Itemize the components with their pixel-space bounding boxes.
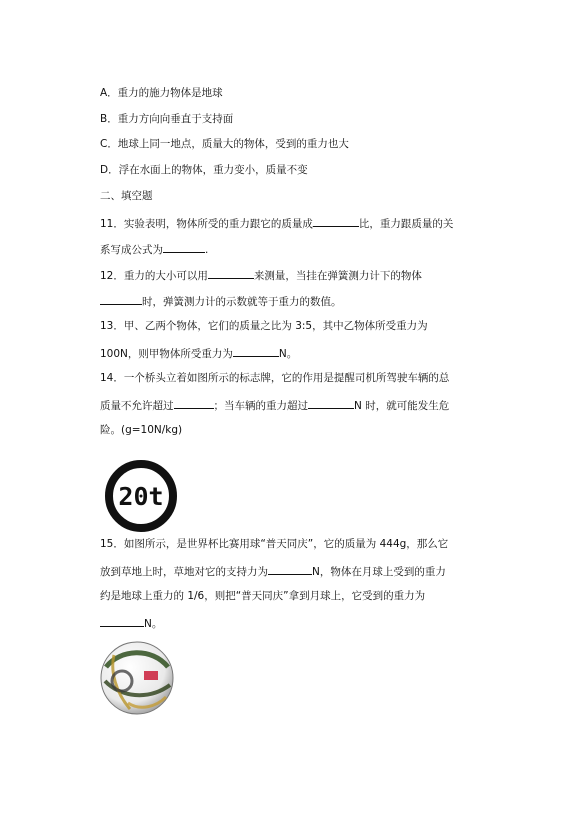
q15-text-b: N，物体在月球上受到的重力 [312, 566, 446, 578]
q13-text-b: N。 [278, 348, 298, 360]
sign-text: 20t [118, 482, 164, 511]
question-14-line-3: 险。(g=10N/kg) [100, 424, 183, 436]
q14-text-a: 质量不允许超过 [100, 400, 174, 412]
option-a: A．重力的施力物体是地球 [100, 87, 223, 99]
q12-text-a: 12．重力的大小可以用 [100, 270, 208, 282]
q11-blank-1[interactable] [313, 215, 359, 227]
q12-blank-1[interactable] [208, 267, 254, 279]
q13-blank-1[interactable] [233, 345, 279, 357]
question-11-line-1 [100, 215, 453, 231]
question-15-line-1: 15．如图所示，是世界杯比赛用球“普天同庆”，它的质量为 444g，那么它 [100, 538, 449, 550]
q11-text-c: 系写成公式为 [100, 244, 163, 256]
question-15-line-2 [100, 563, 446, 579]
q15-text-c: N。 [144, 618, 163, 630]
option-c: C．地球上同一地点，质量大的物体，受到的重力也大 [100, 138, 349, 150]
ball-badge [144, 671, 158, 680]
question-11-line-2 [100, 241, 208, 257]
soccer-ball-image [100, 641, 174, 715]
section-title: 二、填空题 [100, 190, 153, 202]
q11-blank-2[interactable] [163, 241, 205, 253]
question-12-line-1 [100, 267, 422, 283]
q12-blank-2[interactable] [100, 293, 142, 305]
q15-blank-2[interactable] [100, 615, 144, 627]
question-13-line-2 [100, 345, 297, 361]
q14-text-b: ；当车辆的重力超过 [213, 400, 308, 412]
q13-text-a: 100N，则甲物体所受重力为 [100, 348, 233, 360]
question-12-line-2 [100, 293, 342, 309]
q11-text-d: . [205, 244, 209, 256]
q12-text-b: 来测量，当挂在弹簧测力计下的物体 [253, 270, 422, 282]
option-d: D．浮在水面上的物体，重力变小，质量不变 [100, 164, 308, 176]
question-15-line-3: 约是地球上重力的 1/6，则把“普天同庆”拿到月球上，它受到的重力为 [100, 590, 426, 602]
question-15-line-4 [100, 615, 162, 631]
weight-limit-sign [104, 459, 178, 533]
q15-text-a: 放到草地上时，草地对它的支持力为 [100, 566, 268, 578]
question-14-line-1: 14．一个桥头立着如图所示的标志牌，它的作用是提醒司机所驾驶车辆的总 [100, 372, 450, 384]
question-14-line-2 [100, 397, 449, 413]
q12-text-c: 时，弹簧测力计的示数就等于重力的数值。 [142, 296, 342, 308]
question-13-line-1: 13．甲、乙两个物体，它们的质量之比为 3:5，其中乙物体所受重力为 [100, 320, 428, 332]
q11-text-a: 11．实验表明，物体所受的重力跟它的质量成 [100, 218, 313, 230]
q14-blank-2[interactable] [308, 397, 354, 409]
q15-blank-1[interactable] [268, 563, 312, 575]
option-b: B．重力方向向垂直于支持面 [100, 113, 234, 125]
q14-blank-1[interactable] [174, 397, 214, 409]
q14-text-c: N 时，就可能发生危 [354, 400, 450, 412]
q11-text-b: 比，重力跟质量的关 [358, 218, 454, 230]
